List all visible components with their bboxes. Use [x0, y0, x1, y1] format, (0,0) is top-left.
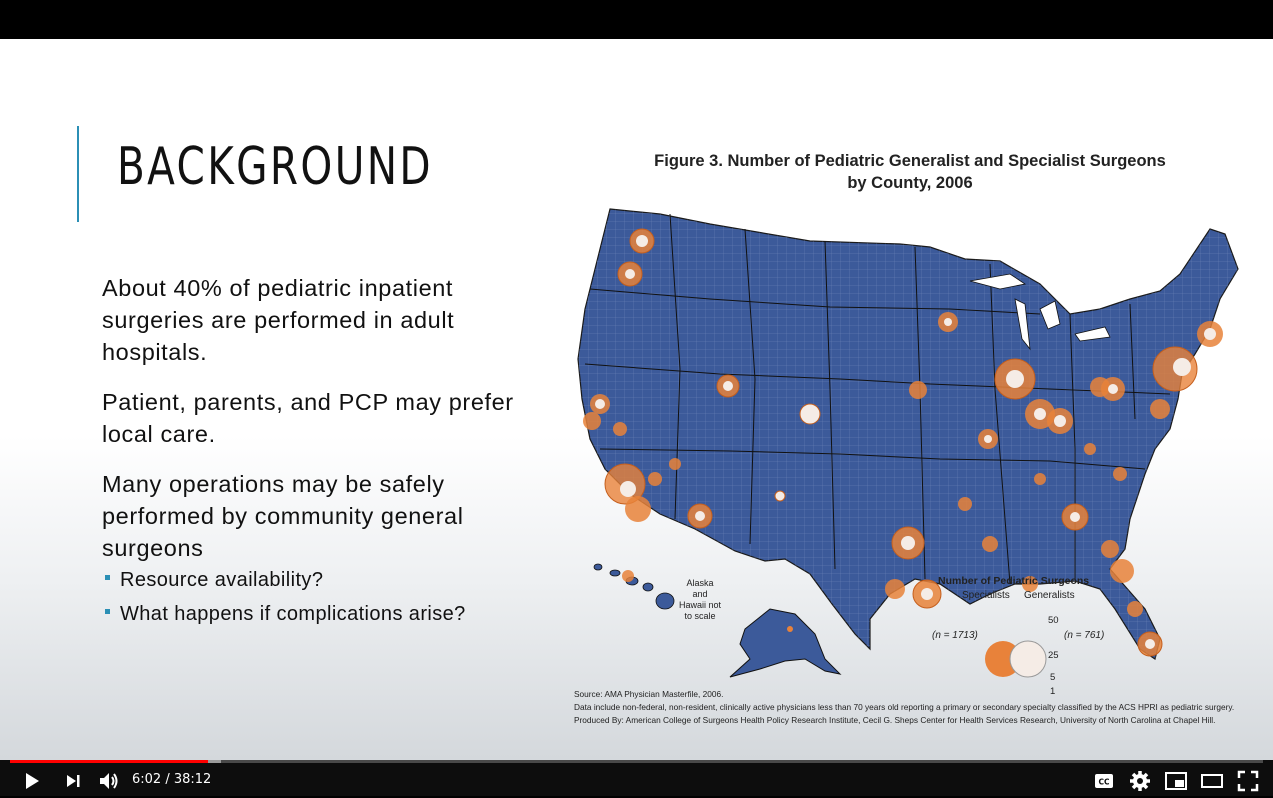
settings-icon	[1128, 769, 1152, 793]
legend-n-specialists: (n = 1713)	[932, 630, 978, 641]
volume-button[interactable]	[97, 769, 121, 793]
video-frame-slide[interactable]	[0, 39, 1273, 760]
legend-value: 25	[1048, 650, 1059, 661]
bullet-item	[105, 603, 466, 626]
volume-icon	[97, 769, 121, 793]
title-accent-line	[77, 126, 79, 222]
figure-title-line-2: by County, 2006	[847, 174, 973, 192]
hawaii-shape	[594, 564, 674, 609]
progress-bar[interactable]	[10, 760, 1263, 763]
legend-value: 5	[1050, 672, 1056, 683]
bullet-text: Resource availability?	[120, 569, 324, 591]
bullet-square-icon	[105, 609, 110, 614]
legend-value: 50	[1048, 615, 1059, 626]
legend-circles	[985, 641, 1046, 679]
legend-value: 1	[1050, 686, 1056, 697]
theater-icon	[1200, 769, 1224, 793]
fullscreen-button[interactable]	[1236, 769, 1260, 793]
figure-source-line: Produced By: American College of Surgeons Health Policy Research Institute, Cecil G. Sheps Center for Health Services Research, University of North Carolina at Chapel Hill.	[574, 715, 1216, 725]
bullet-item	[105, 569, 323, 592]
slide-paragraph-1: About 40% of pediatric inpatient surgeries are performed in adult hospitals.	[102, 275, 455, 365]
legend-specialists-label: Specialists	[962, 590, 1010, 601]
figure-source-line: Data include non-federal, non-resident, clinically active physicians less than 70 years old reporting a primary or secondary specialty classified by the ACS HPRI as pediatric surgery.	[574, 702, 1235, 712]
top-black-bar	[0, 0, 1273, 39]
captions-icon	[1092, 769, 1116, 793]
slide-title: BACKGROUND	[117, 137, 433, 197]
miniplayer-icon	[1164, 769, 1188, 793]
legend-generalists-label: Generalists	[1024, 590, 1075, 601]
time-display: 6:02 / 38:12	[132, 772, 212, 787]
legend-title: Number of Pediatric Surgeons	[938, 575, 1090, 587]
play-button[interactable]	[20, 769, 44, 793]
alaska-shape	[730, 609, 840, 677]
fullscreen-icon	[1236, 769, 1260, 793]
figure-title	[575, 150, 1245, 194]
slide-paragraph-3: Many operations may be safely performed by community general surgeons	[102, 471, 464, 561]
figure-source-line: Source: AMA Physician Masterfile, 2006.	[574, 689, 724, 699]
figure-title-line-1: Figure 3. Number of Pediatric Generalist and Specialist Surgeons	[654, 152, 1166, 170]
play-icon	[20, 769, 44, 793]
bullet-text: What happens if complications arise?	[120, 603, 466, 625]
legend-n-generalists: (n = 761)	[1064, 630, 1105, 641]
slide-paragraph-2: Patient, parents, and PCP may prefer local care.	[102, 389, 514, 447]
miniplayer-button[interactable]	[1164, 769, 1188, 793]
captions-button[interactable]	[1092, 769, 1116, 793]
next-icon	[61, 769, 85, 793]
progress-played	[10, 760, 208, 763]
contiguous-us-shape	[578, 209, 1238, 659]
bullet-square-icon	[105, 575, 110, 580]
theater-mode-button[interactable]	[1200, 769, 1224, 793]
us-county-map	[570, 189, 1250, 679]
svg-text:CC: CC	[1098, 777, 1110, 787]
next-button[interactable]	[61, 769, 85, 793]
settings-button[interactable]	[1128, 769, 1152, 793]
alaska-hawaii-note: Alaska and Hawaii not to scale	[678, 578, 722, 621]
player-controls	[0, 760, 1273, 796]
